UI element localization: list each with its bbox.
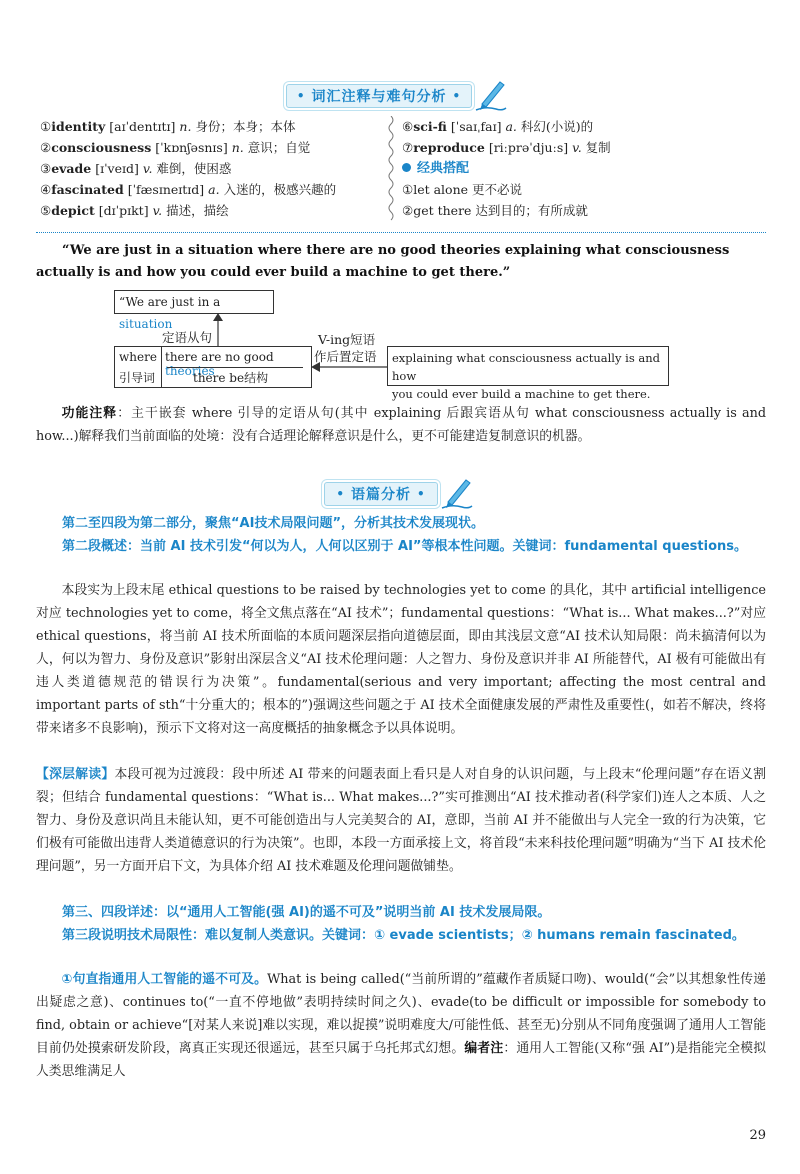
function-note: 功能注释：主干嵌套 where 引导的定语从句(其中 explaining 后跟宾语从句 what consciousness actually is and how...)解释我们当前面临的处境：没有合适理论解释意识是什么，更不可能建造复制意识的机器。 bbox=[36, 406, 767, 444]
arrow-left bbox=[310, 360, 388, 374]
vocab-item: ⑦reproduce [riːprəˈdjuːs] v. 复制 bbox=[402, 140, 611, 155]
dot-icon: • bbox=[417, 487, 426, 501]
deep-reading: 【深层解读】本段可视为过渡段：段中所述 AI 带来的问题表面上看只是人对自身的认识问题，与上段末“伦理问题”存在语义割裂；但结合 fundamental questions：“What is... What makes...?”实可推测出“AI 技术推动者(科学家们)连人之本质、人之智力、身份及意识尚且未能认知，更不可能创造出与人完美契合的 AI，意即，当前 AI 并不能做出与人完全一致的行为决策，它们极有可能做出违背人类道德意识的行为决策”。也即，本段一方面承接上文，将首段“未来科技伦理问题”明确为“当下 AI 技术伦理问题”，另一方面开启下文，为具体介绍 AI 技术难题及伦理问题做铺垫。 bbox=[36, 767, 766, 874]
collocation-item: ①let alone 更不必说 bbox=[402, 182, 522, 197]
part2-heading: 第二至四段为第二部分，聚焦“AI技术局限问题”，分析其技术发展现状。 bbox=[62, 516, 484, 531]
pen-icon bbox=[474, 76, 508, 112]
there-be-label: there be结构 bbox=[193, 371, 269, 385]
clause-text: there are no good theories bbox=[165, 350, 274, 378]
section-title: 词汇注释与难句分析 bbox=[311, 89, 447, 105]
underline bbox=[167, 367, 303, 368]
section-title: 语篇分析 bbox=[351, 487, 411, 503]
collocation-item: ②get there 达到目的；有所成就 bbox=[402, 203, 588, 218]
intro-label: 引导词 bbox=[119, 371, 156, 385]
vocab-item: ②consciousness [ˈkɒnʃəsnɪs] n. 意识；自觉 bbox=[40, 140, 311, 155]
collocation-title: 经典搭配 bbox=[402, 158, 611, 179]
vocab-item: ④fascinated [ˈfæsɪneɪtɪd] a. 入迷的，极感兴趣的 bbox=[40, 182, 337, 197]
dot-icon: • bbox=[296, 89, 306, 103]
diagram-explain-box bbox=[387, 346, 669, 401]
dotted-divider bbox=[36, 232, 766, 233]
section-banner-vocab bbox=[286, 84, 472, 108]
para3-heading: 第三段说明技术局限性：难以复制人类意识。关键词：① evade scientists；② humans remain fascinated。 bbox=[62, 928, 745, 943]
para2-body: 本段实为上段末尾 ethical questions to be raised by technologies yet to come 的具化，其中 artificial intelligence 对应 technologies yet to come，将全文焦点落在“AI 技术”；fundamental questions：“What is... What makes...?”对应 ethical questions，将当前 AI 技术所面临的本质问题深层指向道德层面，即由其浅层文意“AI 技术认知局限：尚未搞清何以为人，何以为智力、身份及意识”影射出深层含义“AI 技术伦理问题：人之智力、身份及意识并非 AI 所能替代，AI 极有可能做出有违人类道德规范的错误行为决策”。fundamental(serious and very important; affecting the most central and important parts of sth“十分重大的；根本的”)强调这些问题之于 AI 技术全面健康发展的严肃性及重要性(，如若不解决，终将带来诸多不良影响)，预示下文将对这一高度概括的抽象概念予以具体说明。 bbox=[36, 583, 766, 736]
arrow-up bbox=[212, 312, 224, 348]
explain-line: you could ever build a machine to get there. bbox=[392, 387, 651, 401]
separator bbox=[161, 347, 162, 387]
part34-heading: 第三、四段详述：以“通用人工智能(强 AI)的遥不可及”说明当前 AI 技术发展局限。 bbox=[62, 905, 551, 920]
explain-line: explaining what consciousness actually is and how bbox=[392, 351, 660, 383]
wavy-divider bbox=[386, 116, 396, 224]
vocab-item: ⑤depict [dɪˈpɪkt] v. 描述，描绘 bbox=[40, 203, 229, 218]
diagram-clause-box bbox=[114, 346, 312, 388]
label-post-modifier: 作后置定语 bbox=[314, 349, 377, 364]
diagram-main-box: “We are just in a situation bbox=[114, 290, 274, 314]
dot-icon: • bbox=[452, 89, 462, 103]
vocab-item: ①identity [aɪˈdentɪtɪ] n. 身份；本身；本体 bbox=[40, 119, 296, 134]
para3-body: ①句直指通用人工智能的遥不可及。What is being called(“当前所谓的”蕴藏作者质疑口吻)、would(“会”以其想象性传递出疑虑之意)、continues to(“一直不停地做”表明持续时间之久)、evade(to be difficult or impossible for somebody to find, obtain or achieve“[对某人来说]难以实现，难以捉摸”说明难度大/可能性低、甚至无)分别从不同角度强调了通用人工智能目前仍处摸索研发阶段，离真正实现还很遥远，甚至只属于乌托邦式幻想。编者注：通用人工智能(又称“强 AI”)是指能完全模拟人类思维满足人 bbox=[36, 972, 767, 1079]
vocab-list-right bbox=[402, 116, 611, 221]
para2-heading: 第二段概述：当前 AI 技术引发“何以为人，人何以区别于 AI”等根本性问题。关键词：fundamental questions。 bbox=[62, 539, 748, 554]
page-number: 29 bbox=[749, 1128, 766, 1143]
where-word: where bbox=[119, 350, 157, 364]
vocab-item: ⑥sci-fi [ˈsaɪˌfaɪ] a. 科幻(小说)的 bbox=[402, 119, 594, 134]
key-sentence: “We are just in a situation where there are no good theories explaining what consciousness actually is and how you could ever build a machine to get there.” bbox=[36, 243, 730, 280]
vocab-list-left bbox=[40, 116, 336, 221]
vocab-item: ③evade [ɪˈveɪd] v. 难倒，使困惑 bbox=[40, 161, 232, 176]
section-banner-discourse bbox=[324, 482, 438, 506]
dot-icon: • bbox=[336, 487, 345, 501]
pen-icon bbox=[440, 474, 474, 510]
bullet-icon bbox=[402, 163, 411, 172]
label-ving: V-ing短语 bbox=[318, 332, 376, 347]
label-attributive-clause: 定语从句 bbox=[162, 330, 213, 345]
